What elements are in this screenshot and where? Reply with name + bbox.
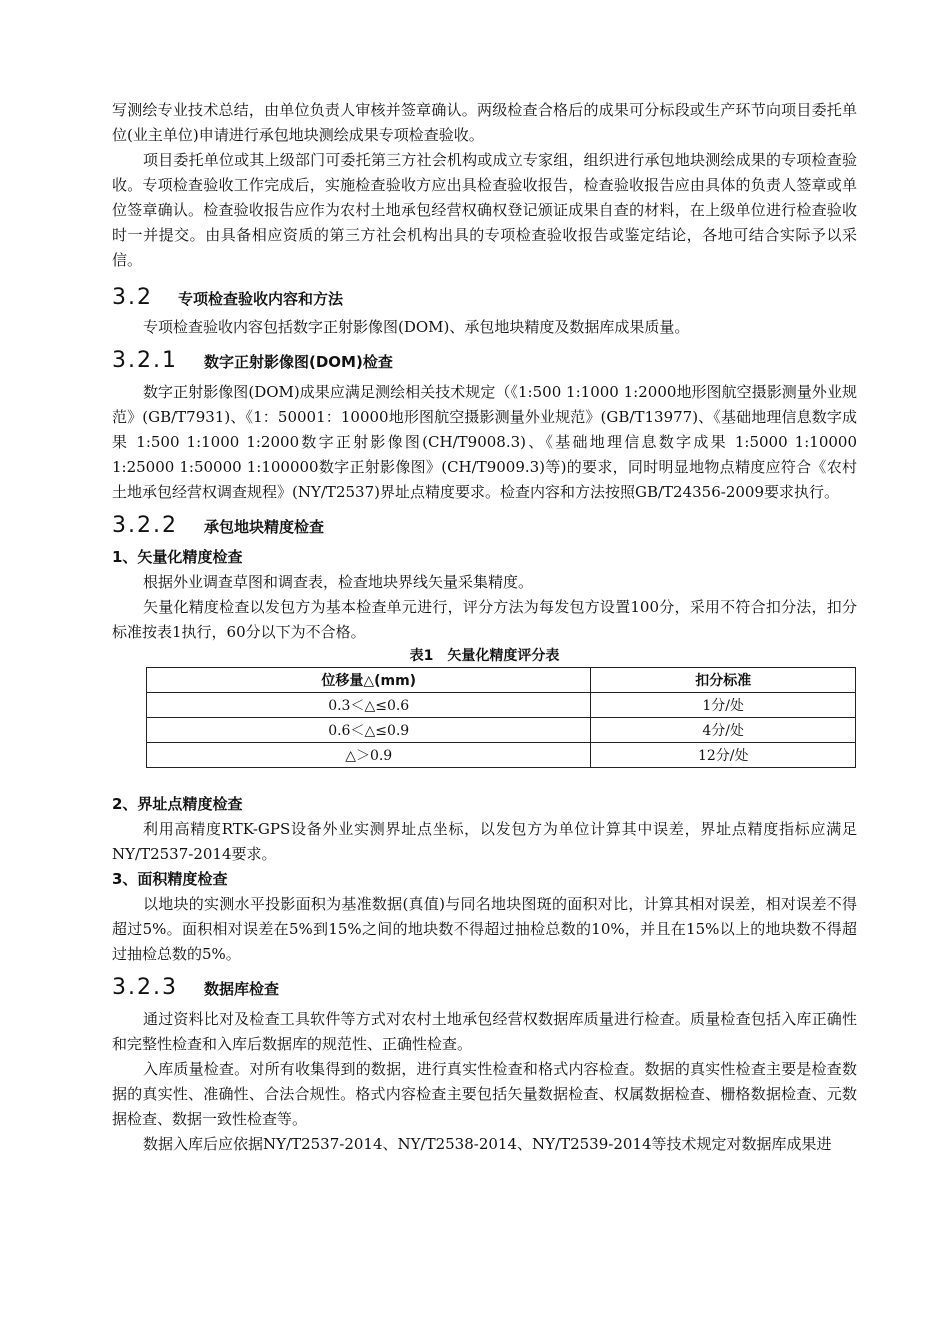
table-row xyxy=(147,718,856,743)
section-3-2-3-paragraph-3: 数据入库后应依据NY/T2537-2014、NY/T2538-2014、NY/T2539-2014等技术规定对数据库成果进 xyxy=(143,1135,832,1153)
section-3-2-1-heading xyxy=(112,348,857,380)
section-number: 3.2.2 xyxy=(112,513,178,538)
item-2-paragraph: 利用高精度RTK-GPS设备外业实测界址点坐标，以发包方为单位计算其中误差，界址点精度指标应满足NY/T2537-2014要求。 xyxy=(112,820,857,863)
item-2-title: 2、界址点精度检查 xyxy=(112,795,243,813)
section-title: 专项检查验收内容和方法 xyxy=(178,290,344,308)
section-number: 3.2.3 xyxy=(112,975,178,1000)
item-3-title: 3、面积精度检查 xyxy=(112,870,228,888)
item-1-title: 1、矢量化精度检查 xyxy=(112,548,243,566)
table-cell: 0.3＜△≤0.6 xyxy=(147,693,591,718)
section-number: 3.2 xyxy=(112,285,153,310)
table-header-cell: 扣分标准 xyxy=(591,668,856,693)
section-3-2-paragraph: 专项检查验收内容包括数字正射影像图(DOM)、承包地块精度及数据库成果质量。 xyxy=(143,318,690,336)
section-3-2-2-heading xyxy=(112,513,857,545)
table-cell: △＞0.9 xyxy=(147,743,591,768)
precision-score-table xyxy=(146,667,856,768)
item-1-paragraph-2: 矢量化精度检查以发包方为基本检查单元进行，评分方法为每发包方设置100分，采用不符合扣分法，扣分标准按表1执行，60分以下为不合格。 xyxy=(112,598,857,641)
table-row xyxy=(147,693,856,718)
section-3-2-3-paragraph-2: 入库质量检查。对所有收集得到的数据，进行真实性检查和格式内容检查。数据的真实性检查主要是检查数据的真实性、准确性、合法合规性。格式内容检查主要包括矢量数据检查、权属数据检查、栅格数据检查、元数据检查、数据一致性检查等。 xyxy=(112,1060,857,1128)
spacer xyxy=(112,768,857,792)
table-row xyxy=(147,743,856,768)
section-3-2-3-paragraph-1: 通过资料比对及检查工具软件等方式对农村土地承包经营权数据库质量进行检查。质量检查包括入库正确性和完整性检查和入库后数据库的规范性、正确性检查。 xyxy=(112,1010,857,1053)
table-cell: 1分/处 xyxy=(591,693,856,718)
intro-paragraph-1: 写测绘专业技术总结，由单位负责人审核并签章确认。两级检查合格后的成果可分标段或生产环节向项目委托单位(业主单位)申请进行承包地块测绘成果专项检查验收。 xyxy=(112,101,857,144)
intro-paragraph-2: 项目委托单位或其上级部门可委托第三方社会机构或成立专家组，组织进行承包地块测绘成果的专项检查验收。专项检查验收工作完成后，实施检查验收方应出具检查验收报告，检查验收报告应由具体的负责人签章或单位签章确认。检查验收报告应作为农村土地承包经营权确权登记颁证成果自查的材料，在上级单位进行检查验收时一并提交。由具备相应资质的第三方社会机构出具的专项检查验收报告或鉴定结论，各地可结合实际予以采信。 xyxy=(112,151,857,269)
section-title: 数据库检查 xyxy=(204,980,280,998)
item-1-paragraph-1: 根据外业调查草图和调查表，检查地块界线矢量采集精度。 xyxy=(143,573,534,591)
table-header-cell: 位移量△(mm) xyxy=(147,668,591,693)
section-title: 数字正射影像图(DOM)检查 xyxy=(204,353,393,371)
section-3-2-3-heading xyxy=(112,975,857,1007)
table-cell: 4分/处 xyxy=(591,718,856,743)
section-3-2-heading xyxy=(112,285,857,315)
table-cell: 0.6＜△≤0.9 xyxy=(147,718,591,743)
section-3-2-1-paragraph: 数字正射影像图(DOM)成果应满足测绘相关技术规定（《1:500 1:1000 1:2000地形图航空摄影测量外业规范》(GB/T7931)、《1：50001：10000地形图航空摄影测量外业规范》(GB/T13977)、《基础地理信息数字成果 1:500 1:1000 1:2000数字正射影像图(CH/T9008.3)、《基础地理信息数字成果 1:5000 1:10000 1:25000 1:50000 1:100000数字正射影像图》(CH/T9009.3)等)的要求，同时明显地物点精度应符合《农村土地承包经营权调查规程》(NY/T2537)界址点精度要求。检查内容和方法按照GB/T24356-2009要求执行。 xyxy=(112,383,857,501)
document-page xyxy=(112,98,857,1157)
section-title: 承包地块精度检查 xyxy=(204,518,325,536)
section-number: 3.2.1 xyxy=(112,348,178,373)
item-3-paragraph: 以地块的实测水平投影面积为基准数据(真值)与同名地块图斑的面积对比，计算其相对误差，相对误差不得超过5%。面积相对误差在5%到15%之间的地块数不得超过抽检总数的10%，并且在15%以上的地块数不得超过抽检总数的5%。 xyxy=(112,895,857,963)
table-cell: 12分/处 xyxy=(591,743,856,768)
table-caption: 表1 矢量化精度评分表 xyxy=(409,648,560,664)
table-header-row xyxy=(147,668,856,693)
